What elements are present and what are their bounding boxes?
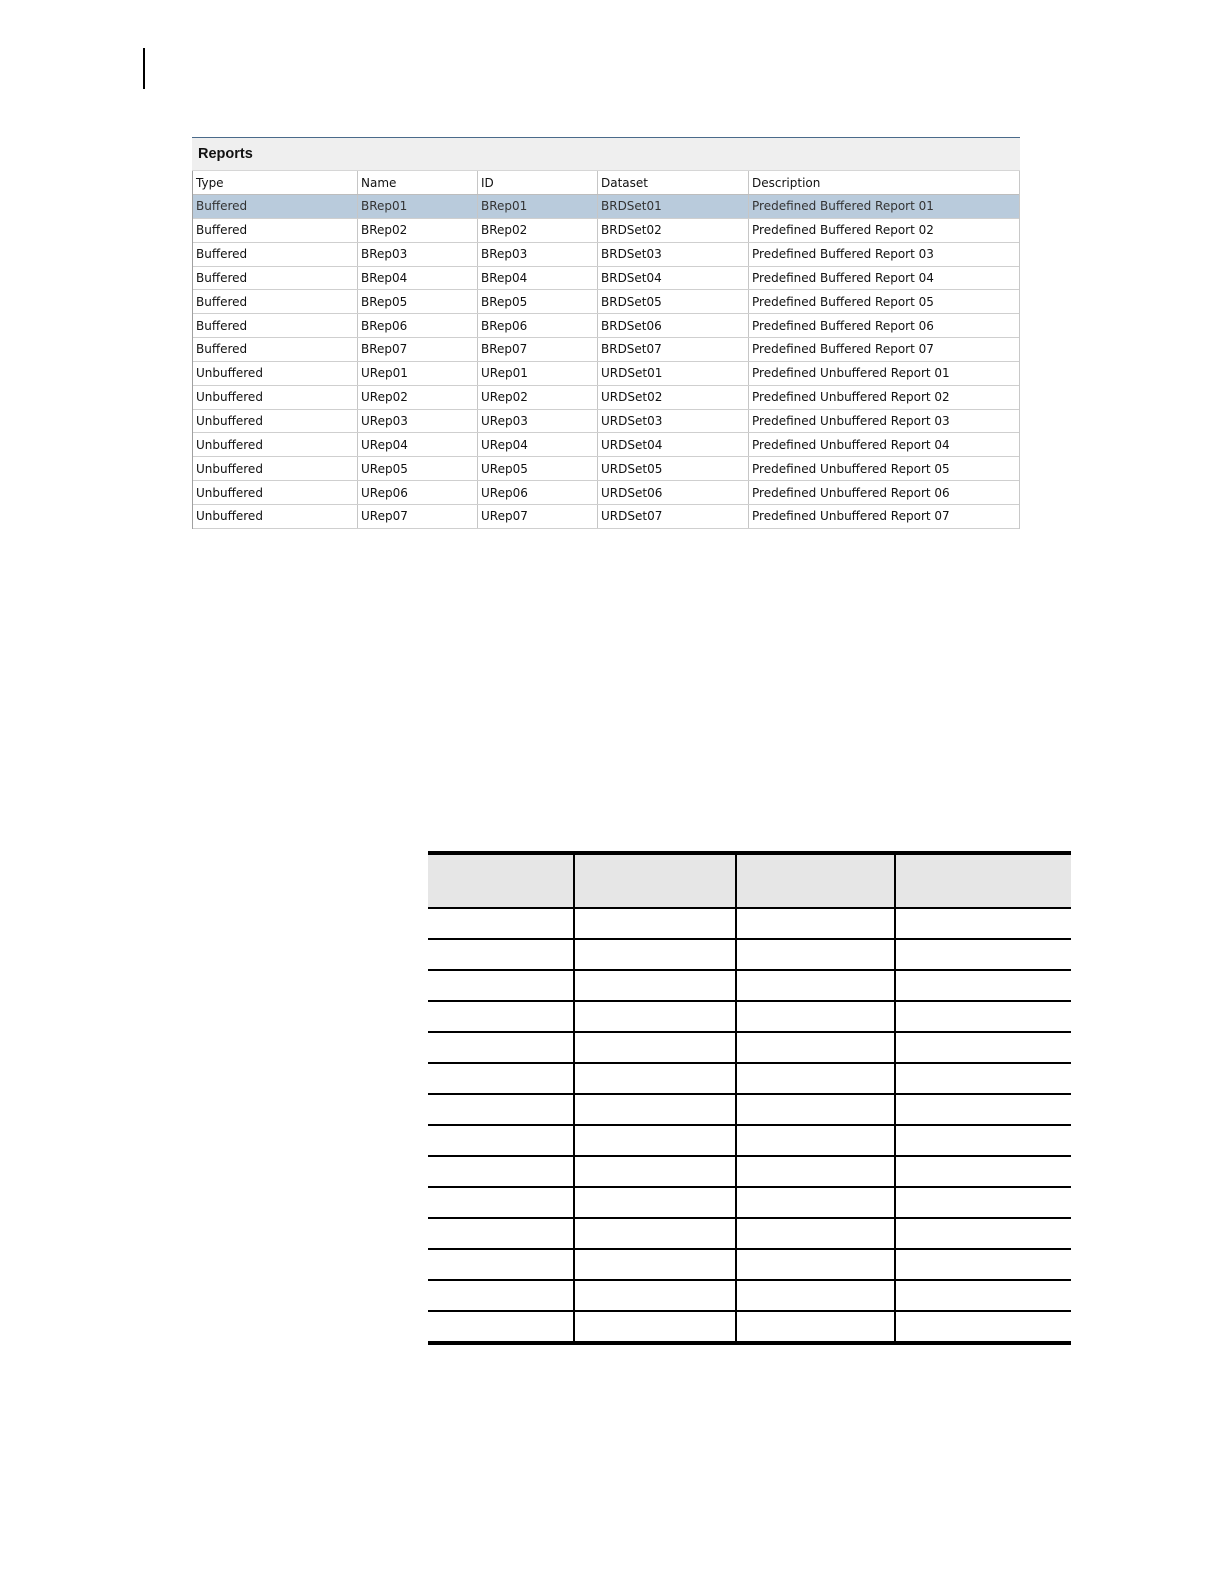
doc-table-row [428, 970, 1071, 1001]
doc-table-row [428, 1094, 1071, 1125]
cell-type: Buffered [193, 267, 358, 290]
doc-table-cell [895, 939, 1071, 970]
table-row[interactable] [193, 290, 1019, 314]
doc-table-cell [895, 1249, 1071, 1280]
column-header-description[interactable]: Description [752, 175, 821, 190]
cell-dataset: URDSet07 [598, 505, 749, 528]
doc-table-row [428, 1218, 1071, 1249]
cell-id: URep07 [478, 505, 598, 528]
empty-document-table [428, 851, 1071, 1345]
doc-table-row [428, 1156, 1071, 1187]
cell-type: Unbuffered [193, 410, 358, 433]
reports-grid [192, 171, 1020, 529]
doc-table-cell [428, 908, 574, 939]
cell-id: BRep05 [478, 290, 598, 313]
doc-table-header-cell [736, 853, 895, 908]
cell-description: Predefined Buffered Report 05 [752, 294, 934, 309]
cell-id: URep06 [478, 481, 598, 504]
doc-table-cell [428, 939, 574, 970]
table-row[interactable] [193, 457, 1019, 481]
cell-description: Predefined Unbuffered Report 02 [752, 390, 950, 405]
doc-table-cell [574, 939, 736, 970]
cell-description: Predefined Buffered Report 07 [752, 342, 934, 357]
doc-table-cell [736, 1156, 895, 1187]
doc-table-cell [574, 908, 736, 939]
doc-table-cell [428, 1032, 574, 1063]
doc-table-cell [895, 1218, 1071, 1249]
column-header-dataset[interactable]: Dataset [598, 171, 749, 194]
cell-name: URep01 [358, 362, 478, 385]
doc-table-cell [895, 1125, 1071, 1156]
cell-type: Buffered [193, 243, 358, 266]
doc-table-cell [895, 1063, 1071, 1094]
cell-name: URep05 [358, 457, 478, 480]
reports-grid-body [193, 195, 1019, 529]
doc-table-row [428, 1311, 1071, 1343]
cell-id: URep02 [478, 386, 598, 409]
doc-table-cell [736, 1311, 895, 1343]
cell-id: BRep06 [478, 314, 598, 337]
doc-table-cell [574, 1218, 736, 1249]
cell-type: Unbuffered [193, 386, 358, 409]
doc-table-cell [574, 1187, 736, 1218]
cell-name: BRep07 [358, 338, 478, 361]
cell-description: Predefined Buffered Report 03 [752, 247, 934, 262]
cell-id: URep01 [478, 362, 598, 385]
cell-type: Buffered [193, 338, 358, 361]
cell-type: Unbuffered [193, 433, 358, 456]
cell-id: BRep03 [478, 243, 598, 266]
doc-table-cell [574, 1094, 736, 1125]
cell-name: BRep06 [358, 314, 478, 337]
table-row[interactable] [193, 362, 1019, 386]
doc-table-cell [574, 1249, 736, 1280]
margin-change-bar [143, 48, 145, 89]
doc-table-cell [736, 1032, 895, 1063]
doc-table-cell [428, 1280, 574, 1311]
cell-type: Buffered [193, 314, 358, 337]
doc-table-cell [574, 1156, 736, 1187]
reports-panel-header [192, 138, 1020, 171]
cell-type: Unbuffered [193, 481, 358, 504]
cell-dataset: BRDSet04 [598, 267, 749, 290]
doc-table-cell [736, 1249, 895, 1280]
doc-table-cell [736, 1280, 895, 1311]
cell-id: BRep01 [478, 195, 598, 218]
cell-description: Predefined Buffered Report 01 [752, 199, 934, 214]
cell-id: BRep02 [478, 219, 598, 242]
doc-table-cell [736, 1094, 895, 1125]
doc-table-cell [574, 1032, 736, 1063]
doc-table-cell [428, 1125, 574, 1156]
table-row[interactable] [193, 338, 1019, 362]
doc-table-cell [574, 1311, 736, 1343]
cell-dataset: URDSet01 [598, 362, 749, 385]
cell-dataset: URDSet04 [598, 433, 749, 456]
cell-id: BRep07 [478, 338, 598, 361]
column-header-name[interactable]: Name [358, 171, 478, 194]
doc-table-cell [736, 908, 895, 939]
cell-name: BRep01 [358, 195, 478, 218]
doc-table-cell [736, 1125, 895, 1156]
doc-table-cell [895, 908, 1071, 939]
cell-description: Predefined Unbuffered Report 07 [752, 509, 950, 524]
doc-table-cell [895, 1001, 1071, 1032]
doc-table-cell [574, 1280, 736, 1311]
cell-description: Predefined Unbuffered Report 04 [752, 437, 950, 452]
doc-table-row [428, 908, 1071, 939]
column-header-id[interactable]: ID [478, 171, 598, 194]
table-row[interactable] [193, 505, 1019, 529]
doc-table-cell [895, 1032, 1071, 1063]
doc-table-cell [428, 1001, 574, 1032]
column-header-type[interactable]: Type [193, 171, 358, 194]
table-row[interactable] [193, 410, 1019, 434]
doc-table-body [428, 908, 1071, 1343]
cell-name: BRep02 [358, 219, 478, 242]
cell-dataset: URDSet02 [598, 386, 749, 409]
cell-name: URep04 [358, 433, 478, 456]
doc-table-cell [895, 1187, 1071, 1218]
cell-description: Predefined Buffered Report 04 [752, 270, 934, 285]
doc-table-cell [736, 1187, 895, 1218]
cell-name: BRep03 [358, 243, 478, 266]
reports-panel-title: Reports [198, 146, 253, 162]
doc-table-header-cell [574, 853, 736, 908]
cell-id: URep05 [478, 457, 598, 480]
doc-table-cell [895, 970, 1071, 1001]
doc-table-cell [428, 970, 574, 1001]
doc-table-cell [574, 970, 736, 1001]
cell-type: Unbuffered [193, 505, 358, 528]
cell-description: Predefined Unbuffered Report 06 [752, 485, 950, 500]
doc-table-cell [895, 1280, 1071, 1311]
doc-table-header-row [428, 853, 1071, 908]
doc-table-cell [428, 1249, 574, 1280]
doc-table-row [428, 1001, 1071, 1032]
doc-table-cell [895, 1156, 1071, 1187]
doc-table-row [428, 1125, 1071, 1156]
cell-type: Unbuffered [193, 362, 358, 385]
table-row[interactable] [193, 433, 1019, 457]
doc-table-cell [736, 939, 895, 970]
cell-name: BRep04 [358, 267, 478, 290]
doc-table-row [428, 1063, 1071, 1094]
cell-name: URep06 [358, 481, 478, 504]
doc-table-cell [736, 970, 895, 1001]
doc-table-cell [895, 1094, 1071, 1125]
doc-table-cell [574, 1125, 736, 1156]
doc-table-row [428, 1032, 1071, 1063]
cell-dataset: URDSet03 [598, 410, 749, 433]
cell-name: URep02 [358, 386, 478, 409]
cell-type: Buffered [193, 219, 358, 242]
table-row[interactable] [193, 314, 1019, 338]
doc-table-cell [428, 1218, 574, 1249]
doc-table-row [428, 1249, 1071, 1280]
cell-description: Predefined Unbuffered Report 03 [752, 414, 950, 429]
cell-description: Predefined Unbuffered Report 01 [752, 366, 950, 381]
cell-dataset: URDSet06 [598, 481, 749, 504]
doc-table-header-cell [428, 853, 574, 908]
cell-name: URep03 [358, 410, 478, 433]
doc-table-cell [895, 1311, 1071, 1343]
reports-panel [192, 137, 1020, 529]
cell-type: Buffered [193, 290, 358, 313]
cell-name: URep07 [358, 505, 478, 528]
cell-type: Unbuffered [193, 457, 358, 480]
table-row[interactable] [193, 243, 1019, 267]
cell-dataset: URDSet05 [598, 457, 749, 480]
doc-table-cell [428, 1156, 574, 1187]
cell-dataset: BRDSet03 [598, 243, 749, 266]
doc-table-header-cell [895, 853, 1071, 908]
doc-table-row [428, 1187, 1071, 1218]
cell-dataset: BRDSet06 [598, 314, 749, 337]
cell-dataset: BRDSet02 [598, 219, 749, 242]
doc-table-cell [574, 1001, 736, 1032]
cell-dataset: BRDSet07 [598, 338, 749, 361]
table-row[interactable] [193, 267, 1019, 291]
doc-table-cell [428, 1094, 574, 1125]
cell-id: URep03 [478, 410, 598, 433]
cell-id: BRep04 [478, 267, 598, 290]
cell-type: Buffered [193, 195, 358, 218]
grid-header-row [193, 171, 1019, 195]
cell-id: URep04 [478, 433, 598, 456]
doc-table-cell [428, 1063, 574, 1094]
doc-table-cell [736, 1001, 895, 1032]
doc-table-row [428, 1280, 1071, 1311]
table-row[interactable] [193, 386, 1019, 410]
cell-description: Predefined Unbuffered Report 05 [752, 461, 950, 476]
doc-table-cell [736, 1218, 895, 1249]
doc-table-cell [736, 1063, 895, 1094]
table-row[interactable] [193, 481, 1019, 505]
cell-dataset: BRDSet01 [598, 195, 749, 218]
cell-dataset: BRDSet05 [598, 290, 749, 313]
doc-table-cell [574, 1063, 736, 1094]
cell-description: Predefined Buffered Report 06 [752, 318, 934, 333]
cell-name: BRep05 [358, 290, 478, 313]
doc-table-row [428, 939, 1071, 970]
cell-description: Predefined Buffered Report 02 [752, 223, 934, 238]
table-row[interactable] [193, 195, 1019, 219]
doc-table-cell [428, 1187, 574, 1218]
table-row[interactable] [193, 219, 1019, 243]
doc-table-cell [428, 1311, 574, 1343]
